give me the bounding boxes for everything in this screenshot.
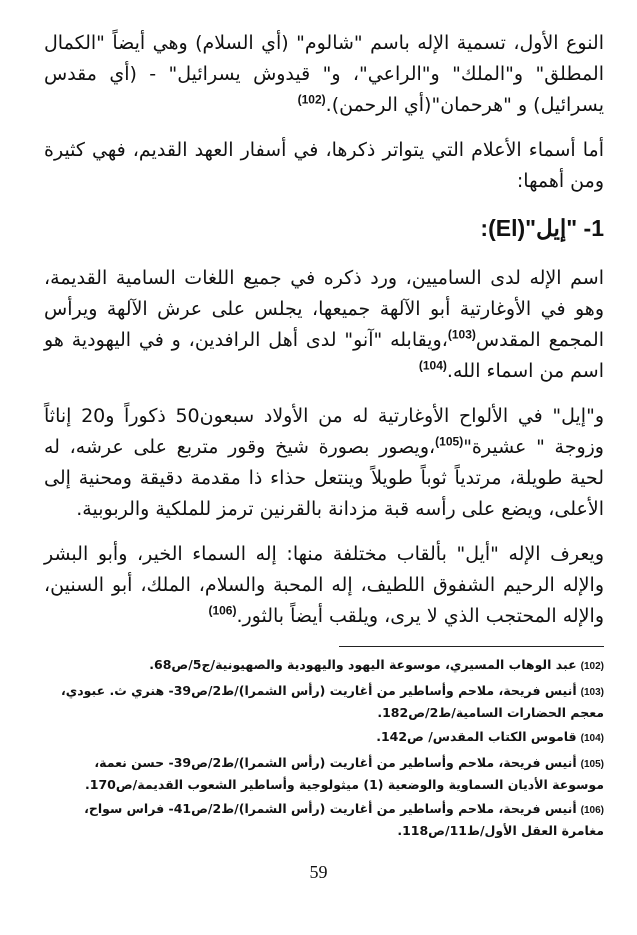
paragraph-text: ،ويصور بصورة شيخ وقور متربع على عرشه، له لحية طويلة، مرتدياً ثوباً طويلاً وينتعل حذاء ذا مقدمة دقيقة ومحنية إلى الأعلى، ويضع على رأسه قبة مزدانة بالقرنين ترمز للملكية والربوبية. [44,436,604,520]
section-heading-el: 1- "إيل"(El): [480,215,604,241]
footnote-text: عبد الوهاب المسيري، موسوعة اليهود واليهودية والصهيونية/ج5/ص68. [149,657,577,672]
page-number: 59 [309,862,328,882]
footnote-ref-102[interactable]: (102) [297,92,326,107]
footnote-item [44,681,604,723]
footnote-text: قاموس الكتاب المقدس/ ص142. [376,729,577,744]
footnote-text: أنيس فريحة، ملاحم وأساطير من أغاريت (رأس الشمرا)/ط2/ص39- هنري ث. عبودي، معجم الحضارات السامية/ط2/ص182. [61,683,604,720]
paragraph-text: أما أسماء الأعلام التي يتواتر ذكرها، في أسفار العهد القديم، فهي كثيرة ومن أهمها: [44,139,604,192]
footnote-text: أنيس فريحة، ملاحم وأساطير من أغاريت (رأس الشمرا)/ط2/ص41- فراس سواح، مغامرة العقل الأول/ط11/ص118. [84,801,604,838]
footnote-number: (102) [580,661,604,672]
paragraph-text: ،ويقابله "آنو" لدى أهل الرافدين، و في اليهودية هو اسم من اسماء الله. [44,329,604,382]
footnote-item [44,753,604,795]
footnote-item [44,727,604,749]
paragraph-proper-names-intro [44,135,604,197]
footnote-ref-103[interactable]: (103) [447,327,476,342]
paragraph-text: اسم الإله لدى الساميين، ورد ذكره في جميع اللغات السامية القديمة، وهو في الأوغارتية أبو الآلهة جميعها، يجلس على عرش الآلهة ويرأس المجمع المقدس [44,267,604,351]
paragraph-text: ويعرف الإله "أيل" بألقاب مختلفة منها: إله السماء الخير، وأبو البشر والإله الرحيم الشفوق اللطيف، إله المحبة والسلام، الملك، أبو السنين، والإله المحتجب الذي لا يرى، ويلقب أيضاً بالثور. [44,543,604,627]
footnote-number: (105) [580,759,604,770]
footnote-item [44,655,604,677]
paragraph-el-definition [44,263,604,387]
paragraph-el-titles [44,539,604,632]
paragraph-el-ugaritic [44,401,604,525]
footnote-number: (106) [580,805,604,816]
footnote-number: (104) [580,733,604,744]
footnote-text: أنيس فريحة، ملاحم وأساطير من أغاريت (رأس الشمرا)/ط2/ص39- حسن نعمة، موسوعة الأديان السماوية والوضعية (1) ميثولوجية وأساطير الشعوب القديمة/ص170. [85,755,604,792]
footnote-ref-104[interactable]: (104) [418,358,447,373]
footnote-item [44,799,604,841]
paragraph-text: النوع الأول، تسمية الإله باسم "شالوم" (أي السلام) وهي أيضاً "الكمال المطلق" و"الملك" و"الراعي"، و" قيدوش يسرائيل" - (أي مقدس يسرائيل) و "هرحمان"(أي الرحمن). [44,32,604,116]
footnotes-list [44,655,604,841]
footnote-ref-106[interactable]: (106) [208,603,237,618]
footnote-ref-105[interactable]: (105) [435,434,464,449]
paragraph-text: و"إيل" في الألواح الأوغارتية له من الأولاد سبعون50 ذكوراً و20 إناثاً وزوجة " عشيرة" [44,405,604,458]
paragraph-shalom-names [44,28,604,121]
footnote-divider [339,646,604,647]
footnote-number: (103) [580,687,604,698]
book-page [44,28,604,888]
